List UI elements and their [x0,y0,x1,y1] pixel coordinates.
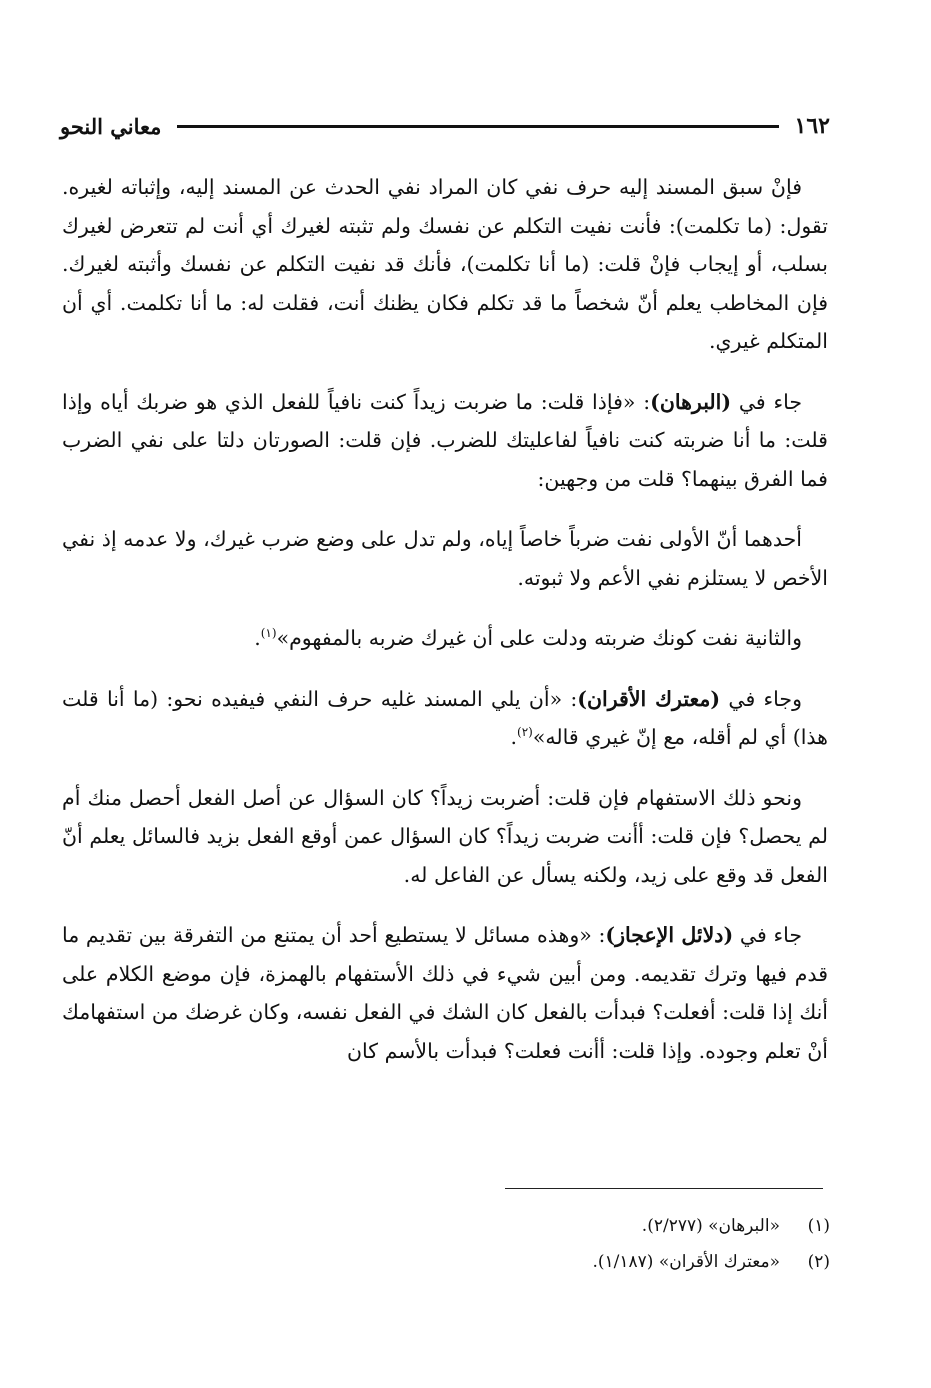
period: . [254,626,261,650]
running-header [60,108,830,144]
period: . [510,725,518,749]
paragraph-5 [62,680,828,757]
main-text [62,168,828,1092]
footnote-1 [300,1208,830,1244]
paragraph-7 [62,916,828,1070]
paragraph-text: والثانية نفت كونك ضربته ودلت على أن غيرك ضربه بالمفهوم» [276,626,802,650]
paragraph-text: أحدهما أنّ الأولى نفت ضرباً خاصاً إياه، ولم تدل على وضع ضرب غيرك، ولا عدمه إذ نفي الأخص لا يستلزم نفي الأعم ولا ثبوته. [62,527,828,590]
footnote-separator [505,1188,823,1189]
paragraph-1 [62,168,828,361]
footnote-ref-1[interactable]: (١) [260,626,277,641]
paragraph-text: فإنْ سبق المسند إليه حرف نفي كان المراد نفي الحدث عن المسند إليه، وإثباته لغيره. تقول: (ما تكلمت): فأنت نفيت التكلم عن نفسك ولم تثبته لغيرك أي أنت لم تتعرض لغيرك بسلب، أو إيجاب فإنْ قلت: (ما أنا تكلمت)، فأنك قد نفيت التكلم عن نفسك وأثبته لغيرك. فإن المخاطب يعلم أنّ شخصاً ما قد تكلم فكان يظنك أنت، فقلت له: ما أنا تكلمت. أي أن المتكلم غيري. [62,175,828,353]
paragraph-4 [62,619,828,658]
footnote-number: (١) [807,1216,830,1236]
paragraph-3 [62,520,828,597]
source-title-muatarak: (معترك الأقران) [577,686,721,711]
paragraph-2 [62,383,828,499]
footnotes [300,1208,830,1280]
quote-text: : «فإذا قلت: ما ضربت زيداً كنت نافياً للفعل الذي هو ضربك أياه وإذا قلت: ما أنا ضربته كنت نافياً لفاعليتك للضرب. فإن قلت: الصورتان دلتا على نفي الضرب فما الفرق بينهما؟ قلت من وجهين: [62,389,828,491]
footnote-ref-2[interactable]: (٢) [517,725,533,740]
source-title-dalail: (دلائل الإعجاز) [605,923,734,947]
source-title-burhan: (البرهان) [650,389,732,414]
paragraph-text: وجاء في [720,686,802,711]
quote-text: : «أن يلي المسند غليه حرف النفي فيفيده نحو: (ما أنا قلت هذا) أي لم أقله، مع إنّ غيري قاله» [62,686,828,749]
footnote-text: «معترك الأقران» (١/١٨٧). [592,1252,780,1272]
book-title: معاني النحو [60,113,162,139]
paragraph-text: جاء في [731,389,802,414]
quote-text: : «وهذه مسائل لا يستطيع أحد أن يمتنع من التفرقة بين تقديم ما قدم فيها وترك تقديمه. ومن أبين شيء في ذلك الأستفهام بالهمزة، فإن موضع الكلام على أنك إذا قلت: أفعلت؟ فبدأت بالفعل كان الشك في الفعل نفسه، وكان غرضك من استفهامك أنْ تعلم وجوده. وإذا قلت: أأنت فعلت؟ فبدأت بالأسم كان [62,923,828,1063]
footnote-text: «البرهان» (٢/٢٧٧). [641,1216,780,1236]
paragraph-text: ونحو ذلك الاستفهام فإن قلت: أضربت زيداً؟ كان السؤال عن أصل الفعل أحصل منك أم لم يحصل؟ فإن قلت: أأنت ضربت زيداً؟ كان السؤال عمن أوقع الفعل بزيد فالسائل يعلم أنّ الفعل قد وقع على زيد، ولكنه يسأل عن الفاعل له. [62,785,828,887]
footnote-2 [300,1244,830,1280]
page-number: ١٦٢ [794,113,830,139]
footnote-number: (٢) [807,1252,830,1272]
paragraph-text: جاء في [733,923,802,947]
paragraph-6 [62,779,828,895]
header-rule [177,125,778,128]
